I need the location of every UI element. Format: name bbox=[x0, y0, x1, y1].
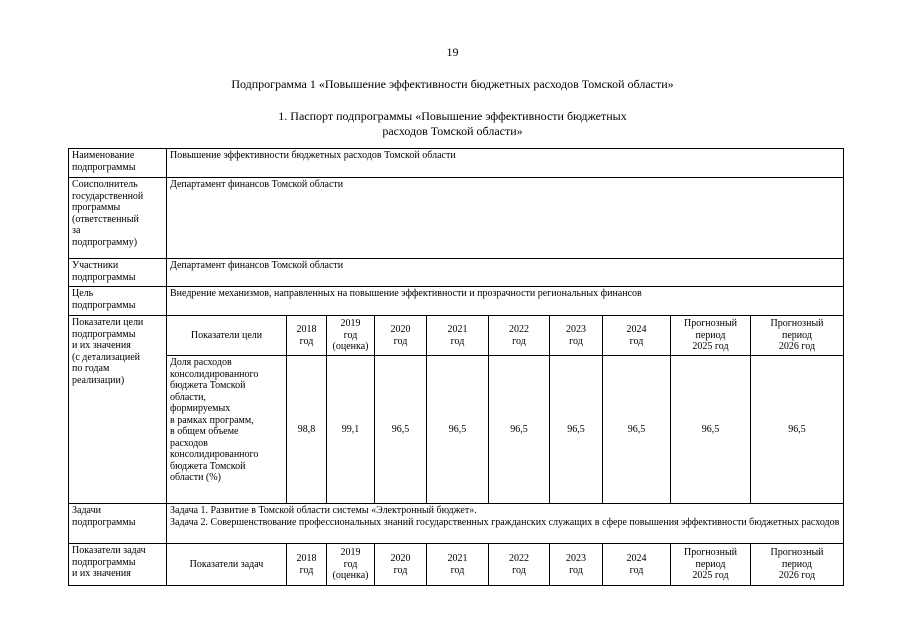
indicator-value: 98,8 bbox=[287, 356, 327, 504]
indicator-value: 96,5 bbox=[375, 356, 427, 504]
year-header: 2021 год bbox=[427, 544, 489, 586]
year-header: 2023 год bbox=[550, 544, 603, 586]
row-goal-indicator-values bbox=[69, 356, 844, 504]
year-header: 2018 год bbox=[287, 316, 327, 356]
year-header: Прогнозный период 2025 год bbox=[671, 544, 751, 586]
indicator-value: 96,5 bbox=[751, 356, 844, 504]
year-header: 2024 год bbox=[603, 544, 671, 586]
indicator-value: 96,5 bbox=[671, 356, 751, 504]
year-header: 2024 год bbox=[603, 316, 671, 356]
indicator-header: Показатели задач bbox=[167, 544, 287, 586]
year-header: 2023 год bbox=[550, 316, 603, 356]
year-header: 2022 год bbox=[489, 544, 550, 586]
year-header: 2020 год bbox=[375, 316, 427, 356]
row-label: Наименование подпрограммы bbox=[69, 149, 167, 178]
indicator-value: 96,5 bbox=[550, 356, 603, 504]
year-header: 2021 год bbox=[427, 316, 489, 356]
row-name bbox=[69, 149, 844, 178]
indicator-name: Доля расходов консолидированного бюджета Томской области, формируемых в рамках программ, в общем объеме расходов консолидированного бюджета Томской области (%) bbox=[167, 356, 287, 504]
row-participants bbox=[69, 259, 844, 287]
year-header: 2019 год (оценка) bbox=[327, 316, 375, 356]
row-task-indicators-header bbox=[69, 544, 844, 586]
year-header: 2019 год (оценка) bbox=[327, 544, 375, 586]
row-label: Показатели задач подпрограммы и их значения bbox=[69, 544, 167, 586]
year-header: 2018 год bbox=[287, 544, 327, 586]
page-number: 19 bbox=[446, 45, 459, 59]
indicator-value: 99,1 bbox=[327, 356, 375, 504]
row-value: Департамент финансов Томской области bbox=[167, 178, 844, 259]
passport-title bbox=[0, 109, 905, 139]
row-value: Департамент финансов Томской области bbox=[167, 259, 844, 287]
row-goal-indicators-header bbox=[69, 316, 844, 356]
row-label: Участники подпрограммы bbox=[69, 259, 167, 287]
year-header: 2022 год bbox=[489, 316, 550, 356]
passport-table bbox=[68, 148, 844, 586]
row-label: Соисполнитель государственной программы (ответственный за подпрограмму) bbox=[69, 178, 167, 259]
tasks-list bbox=[167, 504, 844, 544]
task-2: Задача 2. Совершенствование профессиональных знаний государственных гражданских служащих в сфере повышения эффективности бюджетных расходов bbox=[170, 516, 840, 528]
indicator-value: 96,5 bbox=[427, 356, 489, 504]
row-label: Задачи подпрограммы bbox=[69, 504, 167, 544]
subprogram-title: Подпрограмма 1 «Повышение эффективности бюджетных расходов Томской области» bbox=[231, 77, 674, 91]
row-label: Показатели цели подпрограммы и их значения (с детализацией по годам реализации) bbox=[69, 316, 167, 504]
row-goal bbox=[69, 287, 844, 316]
year-header: 2020 год bbox=[375, 544, 427, 586]
indicator-header: Показатели цели bbox=[167, 316, 287, 356]
year-header: Прогнозный период 2026 год bbox=[751, 544, 844, 586]
year-header: Прогнозный период 2026 год bbox=[751, 316, 844, 356]
row-value: Повышение эффективности бюджетных расходов Томской области bbox=[167, 149, 844, 178]
indicator-value: 96,5 bbox=[489, 356, 550, 504]
passport-title-line2: расходов Томской области» bbox=[382, 124, 523, 138]
row-tasks bbox=[69, 504, 844, 544]
row-coexecutor bbox=[69, 178, 844, 259]
task-1: Задача 1. Развитие в Томской области системы «Электронный бюджет». bbox=[170, 505, 477, 516]
row-label: Цель подпрограммы bbox=[69, 287, 167, 316]
year-header: Прогнозный период 2025 год bbox=[671, 316, 751, 356]
passport-title-line1: 1. Паспорт подпрограммы «Повышение эффективности бюджетных bbox=[278, 109, 627, 123]
row-value: Внедрение механизмов, направленных на повышение эффективности и прозрачности региональных финансов bbox=[167, 287, 844, 316]
indicator-value: 96,5 bbox=[603, 356, 671, 504]
